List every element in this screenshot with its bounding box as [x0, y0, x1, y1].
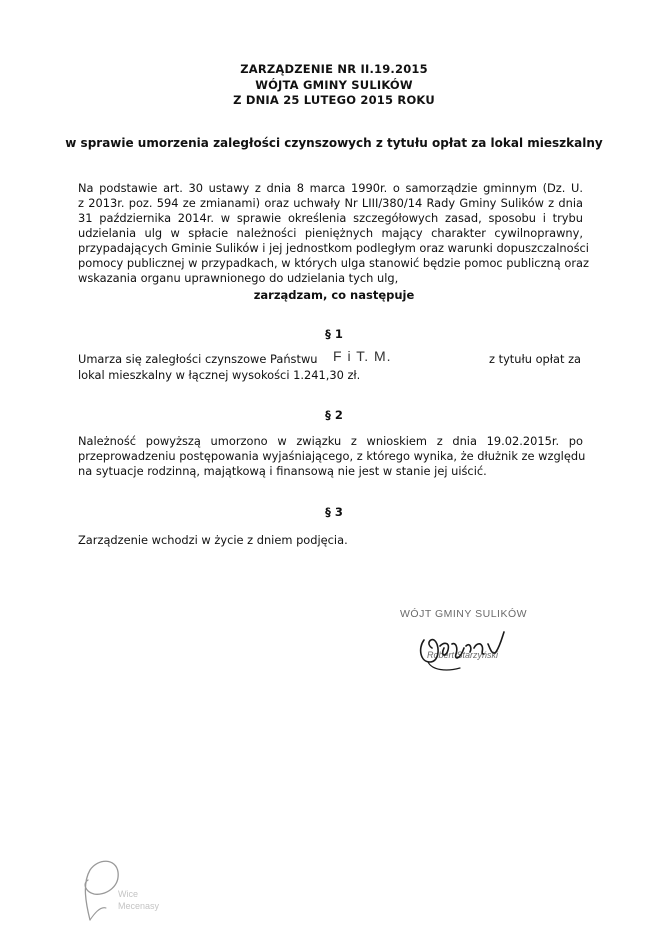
- preamble-line: wskazania organu uprawnionego do udzielania tych ulg,: [78, 271, 399, 285]
- section-3-text: Zarządzenie wchodzi w życie z dniem podjęcia.: [78, 533, 348, 547]
- issuer-heading: WÓJTA GMINY SULIKÓW: [255, 78, 413, 92]
- decision-heading: zarządzam, co następuje: [253, 288, 415, 302]
- handwritten-signature: [410, 618, 520, 678]
- preamble-line: z 2013r. poz. 594 ze zmianami) oraz uchwały Nr LIII/380/14 Rady Gminy Sulików z dnia: [78, 196, 583, 210]
- section-1-text-before: Umarza się zaległości czynszowe Państwu: [78, 352, 318, 366]
- recipient-names: F i T. M.: [333, 348, 392, 364]
- section-2-heading: § 2: [325, 408, 343, 422]
- paraph-stamp-line: Wice: [118, 889, 138, 899]
- section-2-paragraph: [78, 434, 586, 479]
- preamble-paragraph: [78, 181, 589, 286]
- subject-line: w sprawie umorzenia zaległości czynszowych z tytułu opłat za lokal mieszkalny: [65, 136, 603, 150]
- signature-stamp-title: WÓJT GMINY SULIKÓW: [400, 608, 528, 620]
- section-2-line: Należność powyższą umorzono w związku z wnioskiem z dnia 19.02.2015r. po: [78, 434, 583, 448]
- signature-stamp-name: Robert Starzyński: [427, 650, 499, 660]
- preamble-line: 31 października 2014r. w sprawie określenia szczegółowych zasad, sposobu i trybu: [78, 211, 583, 225]
- order-number-heading: ZARZĄDZENIE NR II.19.2015: [240, 62, 428, 76]
- section-1-heading: § 1: [325, 327, 343, 341]
- section-1-line-1: [78, 352, 583, 367]
- date-heading: Z DNIA 25 LUTEGO 2015 ROKU: [233, 93, 435, 107]
- paraph-stamp-line: Mecenasy: [118, 901, 160, 911]
- section-3-heading: § 3: [325, 505, 343, 519]
- paraph-stamp-text: [118, 888, 159, 912]
- preamble-line: udzielania ulg w spłacie należności pieniężnych mający charakter cywilnoprawny,: [78, 226, 583, 240]
- section-1-line-2: lokal mieszkalny w łącznej wysokości 1.241,30 zł.: [78, 368, 361, 382]
- preamble-line: przypadających Gminie Sulików i jej jednostkom podległym oraz warunki dopuszczalności: [78, 241, 589, 255]
- preamble-line: Na podstawie art. 30 ustawy z dnia 8 marca 1990r. o samorządzie gminnym (Dz. U.: [78, 181, 583, 195]
- section-2-line: na sytuacje rodzinną, majątkową i finansową nie jest w stanie jej uiścić.: [78, 464, 487, 478]
- preamble-line: pomocy publicznej w przypadkach, w których ulga stanowić będzie pomoc publiczną oraz: [78, 256, 589, 270]
- section-1-text-after: z tytułu opłat za: [489, 352, 582, 366]
- section-2-line: przeprowadzeniu postępowania wyjaśniającego, z którego wynika, że dłużnik ze względu: [78, 449, 586, 463]
